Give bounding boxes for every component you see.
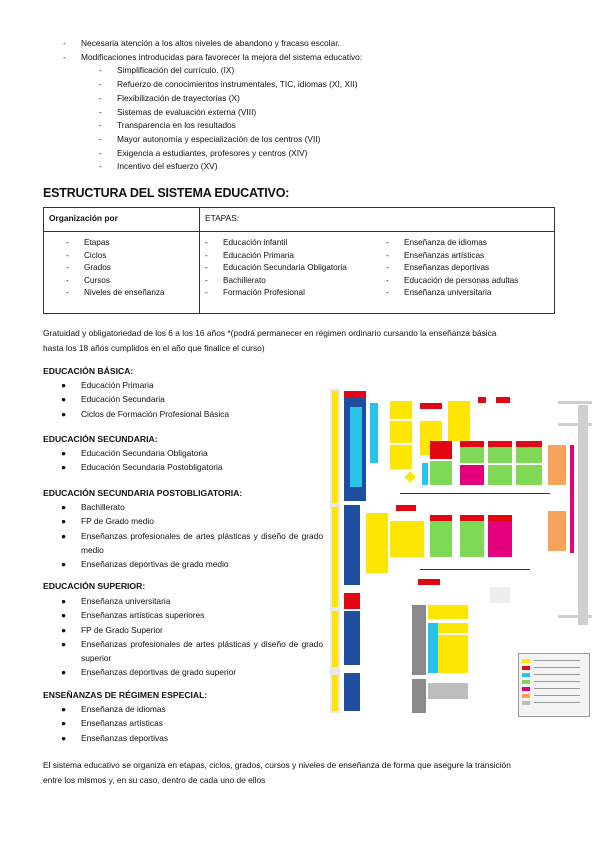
diagram-block-green — [516, 447, 542, 463]
dash-marker: - — [99, 106, 102, 117]
diagram-block-cyan — [428, 623, 438, 673]
diagram-block-yellow — [390, 401, 412, 419]
list-item — [386, 275, 518, 288]
paragraph-line: El sistema educativo se organiza en etapas, ciclos, grados, cursos y niveles de enseñanza de forma que asegure la transición — [43, 760, 511, 770]
list-item — [205, 262, 347, 275]
list-item-text: Mayor autonomía y especialización de los centros (VII) — [117, 133, 321, 144]
legend-line — [534, 681, 580, 682]
bullet-marker: ● — [61, 530, 67, 541]
legend-swatch — [522, 687, 530, 691]
diagram-block-grey — [412, 605, 426, 675]
list-item — [61, 702, 323, 716]
cell-text: Bachillerato — [223, 275, 266, 285]
etapas-table — [43, 207, 555, 314]
diagram-band-infantil — [332, 675, 338, 711]
list-item — [63, 51, 533, 65]
legend-line — [534, 667, 580, 668]
dash-marker: - — [205, 250, 208, 260]
list-item — [99, 64, 533, 78]
superior-list — [61, 594, 323, 680]
diagram-block-grey — [412, 679, 426, 713]
list-item-text: Enseñanzas deportivas de grado medio — [81, 559, 229, 570]
list-item — [63, 37, 533, 51]
cell-text: Niveles de enseñanza — [84, 288, 165, 298]
list-item — [66, 250, 165, 263]
list-item-text: Enseñanzas artísticas — [81, 718, 163, 729]
list-item — [61, 407, 323, 421]
diagram-arrow — [558, 423, 592, 426]
diagram-block-grey — [578, 405, 588, 625]
diagram-block-magenta — [570, 445, 574, 553]
list-item — [66, 275, 165, 288]
dash-marker: - — [66, 275, 69, 285]
legend-line — [534, 695, 580, 696]
list-item — [61, 378, 323, 392]
diagram-block-red — [418, 579, 440, 585]
diagram-band-secundaria — [332, 507, 338, 607]
diagram-block-green — [488, 465, 512, 485]
postobligatoria-list — [61, 500, 323, 571]
diagram-block-yellow — [390, 421, 412, 443]
diagram-block-blue — [344, 673, 360, 711]
dash-marker: - — [99, 133, 102, 144]
list-item-text: Simplificación del currículo. (IX) — [117, 65, 235, 76]
diagram-block-cyan — [422, 463, 428, 485]
category-title-especial: ENSEÑANZAS DE RÉGIMEN ESPECIAL: — [43, 690, 208, 700]
bullet-marker: ● — [61, 667, 67, 678]
category-title-secundaria: EDUCACIÓN SECUNDARIA: — [43, 434, 158, 444]
bullet-marker: ● — [61, 516, 67, 527]
legend-line — [534, 702, 580, 703]
dash-marker: - — [386, 288, 389, 298]
paragraph-line: hasta los 18 años cumplidos en el año que finalice el curso) — [43, 343, 265, 353]
list-item — [99, 160, 533, 174]
diagram-block-cyan-2 — [350, 407, 362, 487]
list-item — [61, 446, 323, 460]
diagram-block-blue — [344, 611, 360, 665]
list-item — [205, 287, 347, 300]
diagram-block-yellow — [390, 521, 424, 557]
cell-text: Enseñanza universitaria — [404, 288, 492, 298]
list-item — [61, 514, 323, 528]
list-item — [99, 78, 533, 92]
list-item — [99, 147, 533, 161]
dash-marker: - — [386, 238, 389, 247]
paragraph-line: Gratuidad y obligatoriedad de los 6 a los 16 años *(podrá permanecer en régimen ordinario cursando la enseñanza básica — [43, 328, 497, 338]
cell-text: Educación infantil — [223, 238, 288, 247]
diagram-block-grey — [428, 683, 468, 699]
list-item-text: Necesaria atención a los altos niveles de abandono y fracaso escolar. — [81, 38, 340, 48]
dash-marker: - — [99, 120, 102, 131]
list-item — [205, 250, 347, 263]
list-item-text: Sistemas de evaluación externa (VIII) — [117, 106, 257, 117]
list-item — [205, 237, 347, 250]
list-item-text: Educación Secundaria — [81, 394, 165, 405]
diagram-band-primaria — [332, 611, 338, 667]
dash-marker: - — [205, 288, 208, 298]
list-item — [61, 608, 323, 622]
cell-text: Educación Primaria — [223, 250, 294, 260]
dash-marker: - — [205, 238, 208, 247]
dash-marker: - — [99, 65, 102, 76]
diagram-block-green — [516, 465, 542, 485]
bullet-marker: ● — [61, 448, 67, 458]
diagram-block-green — [460, 521, 484, 557]
basica-list — [61, 378, 323, 421]
list-item-text: Bachillerato — [81, 502, 125, 512]
bullet-marker: ● — [61, 462, 67, 473]
cell-text: Enseñanzas artísticas — [404, 250, 485, 260]
diagram-arrow — [558, 615, 592, 618]
list-item — [99, 92, 533, 106]
diagram-block-blue — [344, 505, 360, 585]
dash-marker: - — [99, 161, 102, 172]
list-item — [386, 262, 518, 275]
diagram-block-orange — [548, 445, 566, 485]
legend-line — [534, 688, 580, 689]
list-item — [205, 275, 347, 288]
organization-column — [66, 237, 165, 300]
diagram-block-red — [344, 593, 360, 609]
closing-paragraph — [43, 758, 555, 788]
list-item-text: Enseñanzas deportivas de grado superior — [81, 667, 237, 678]
category-title-postobligatoria: EDUCACIÓN SECUNDARIA POSTOBLIGATORIA: — [43, 488, 243, 498]
diagram-arrow — [558, 401, 592, 404]
diagram-block-red — [344, 391, 366, 397]
bullet-marker: ● — [61, 502, 67, 512]
diagram-block-red — [478, 397, 486, 403]
dash-marker: - — [66, 238, 69, 247]
diagram-block-red — [420, 403, 442, 409]
table-header-row — [44, 208, 554, 232]
list-item — [66, 237, 165, 250]
dash-marker: - — [386, 263, 389, 273]
list-item — [61, 500, 323, 514]
table-divider — [199, 208, 200, 313]
diagram-block-green — [488, 447, 512, 463]
list-item — [61, 637, 323, 666]
cell-text: Ciclos — [84, 250, 107, 260]
dash-marker: - — [386, 250, 389, 260]
list-item — [61, 731, 323, 745]
list-item-text: Enseñanzas deportivas — [81, 732, 169, 743]
cell-text: Etapas — [84, 238, 110, 247]
list-item — [61, 529, 323, 558]
list-item-text: Enseñanzas profesionales de artes plásticas y diseño de grado medio — [81, 530, 323, 555]
bullet-marker: ● — [61, 624, 67, 635]
diagram-block-green — [430, 461, 452, 485]
category-title-basica: EDUCACIÓN BÁSICA: — [43, 366, 134, 376]
cell-text: Educación Secundaria Obligatoria — [223, 263, 347, 273]
list-item-text: Enseñanzas profesionales de artes plásticas y diseño de grado superior — [81, 638, 323, 664]
cell-text: Educación de personas adultas — [404, 275, 519, 285]
dash-marker: - — [66, 250, 69, 260]
list-item-text: Enseñanza universitaria — [81, 596, 171, 606]
legend-swatch — [522, 673, 530, 677]
diagram-block-cyan — [370, 403, 378, 463]
cell-text: Grados — [84, 263, 111, 273]
bullet-marker: ● — [61, 559, 67, 570]
list-item — [386, 250, 518, 263]
bullet-marker: ● — [61, 408, 67, 419]
intro-list — [63, 37, 533, 174]
diagram-block-red — [430, 441, 452, 459]
diagram-block-magenta — [488, 521, 512, 557]
category-title-superior: EDUCACIÓN SUPERIOR: — [43, 581, 146, 591]
list-item-text: Exigencia a estudiantes, profesores y centros (XIV) — [117, 147, 308, 158]
dash-marker: - — [99, 79, 102, 90]
diagram-block-yellow — [366, 513, 388, 573]
diagram-block-yellow — [448, 401, 470, 441]
list-item-text: Ciclos de Formación Profesional Básica — [81, 408, 230, 419]
diagram-block-red — [396, 505, 416, 511]
dash-marker: - — [386, 275, 389, 285]
diagram-connector — [420, 569, 530, 570]
diagram-connector — [400, 493, 550, 494]
cell-text: Enseñanzas deportivas — [404, 263, 490, 273]
gratuidad-paragraph — [43, 326, 555, 356]
legend-swatch — [522, 666, 530, 670]
diagram-course-block — [428, 605, 468, 619]
cell-text: Formación Profesional — [223, 288, 305, 298]
diagram-block-green — [460, 447, 484, 463]
list-item-text: Modificaciones introducidas para favorecer la mejora del sistema educativo: — [81, 51, 363, 62]
dash-marker: - — [63, 51, 66, 62]
legend-swatch — [522, 680, 530, 684]
list-item — [61, 623, 323, 637]
list-item-text: Educación Primaria — [81, 380, 154, 390]
list-item-text: Flexibilización de trayectorias (X) — [117, 92, 240, 103]
bullet-marker: ● — [61, 610, 67, 621]
list-item — [66, 287, 165, 300]
bullet-marker: ● — [61, 394, 67, 405]
list-item — [61, 594, 323, 608]
especial-list — [61, 702, 323, 745]
bullet-marker: ● — [61, 718, 67, 729]
diagram-block-light — [490, 587, 510, 603]
bullet-marker: ● — [61, 732, 67, 743]
list-item-text: Educación Secundaria Obligatoria — [81, 448, 208, 458]
list-item-text: Incentivo del esfuerzo (XV) — [117, 161, 218, 172]
list-item — [99, 106, 533, 120]
cell-text: Enseñanza de idiomas — [404, 238, 487, 247]
list-item — [386, 237, 518, 250]
bullet-marker: ● — [61, 596, 67, 606]
diagram-block-red — [496, 397, 510, 403]
legend-swatch — [522, 701, 530, 705]
bullet-marker: ● — [61, 380, 67, 390]
dash-marker: - — [66, 263, 69, 273]
list-item — [61, 392, 323, 406]
table-header-etapas: ETAPAS: — [205, 213, 240, 223]
diagram-band-basica — [332, 391, 338, 503]
legend-line — [534, 660, 580, 661]
list-item — [99, 133, 533, 147]
table-header-organizacion: Organización por — [49, 213, 118, 223]
diagram-block-green — [430, 521, 452, 557]
list-item — [61, 557, 323, 571]
list-item-text: Enseñanza de idiomas — [81, 704, 166, 714]
list-item — [386, 287, 518, 300]
list-item-text: Educación Secundaria Postobligatoria — [81, 462, 223, 473]
paragraph-line: entre los mismos y, en su caso, dentro de cada uno de ellos — [43, 775, 266, 785]
list-item-text: Refuerzo de conocimientos instrumentales, TIC, idiomas (XI, XII) — [117, 79, 358, 90]
list-item-text: FP de Grado medio — [81, 516, 154, 527]
dash-marker: - — [66, 288, 69, 298]
dash-marker: - — [205, 263, 208, 273]
etapas-column-b — [386, 237, 518, 300]
list-item — [61, 460, 323, 474]
list-item-text: Enseñanzas artísticas superiores — [81, 610, 205, 621]
diagram-star-icon — [404, 471, 415, 482]
section-title: ESTRUCTURA DEL SISTEMA EDUCATIVO: — [43, 186, 290, 200]
modifications-list — [99, 64, 533, 174]
cell-text: Cursos — [84, 275, 110, 285]
etapas-column-a — [205, 237, 347, 300]
diagram-block-yellow — [390, 445, 412, 469]
secundaria-list — [61, 446, 323, 475]
list-item — [99, 119, 533, 133]
legend-line — [534, 674, 580, 675]
list-item-text: FP de Grado Superior — [81, 624, 163, 635]
legend-swatch — [522, 659, 530, 663]
education-system-diagram — [330, 383, 600, 715]
bullet-marker: ● — [61, 638, 67, 649]
dash-marker: - — [205, 275, 208, 285]
list-item — [61, 716, 323, 730]
list-item — [61, 665, 323, 679]
diagram-block-orange — [548, 511, 566, 551]
dash-marker: - — [99, 147, 102, 158]
dash-marker: - — [99, 92, 102, 103]
legend-swatch — [522, 694, 530, 698]
list-item — [66, 262, 165, 275]
list-item-text: Transparencia en los resultados — [117, 120, 236, 131]
bullet-marker: ● — [61, 704, 67, 714]
dash-marker: - — [63, 38, 66, 48]
diagram-block-magenta — [460, 465, 484, 485]
